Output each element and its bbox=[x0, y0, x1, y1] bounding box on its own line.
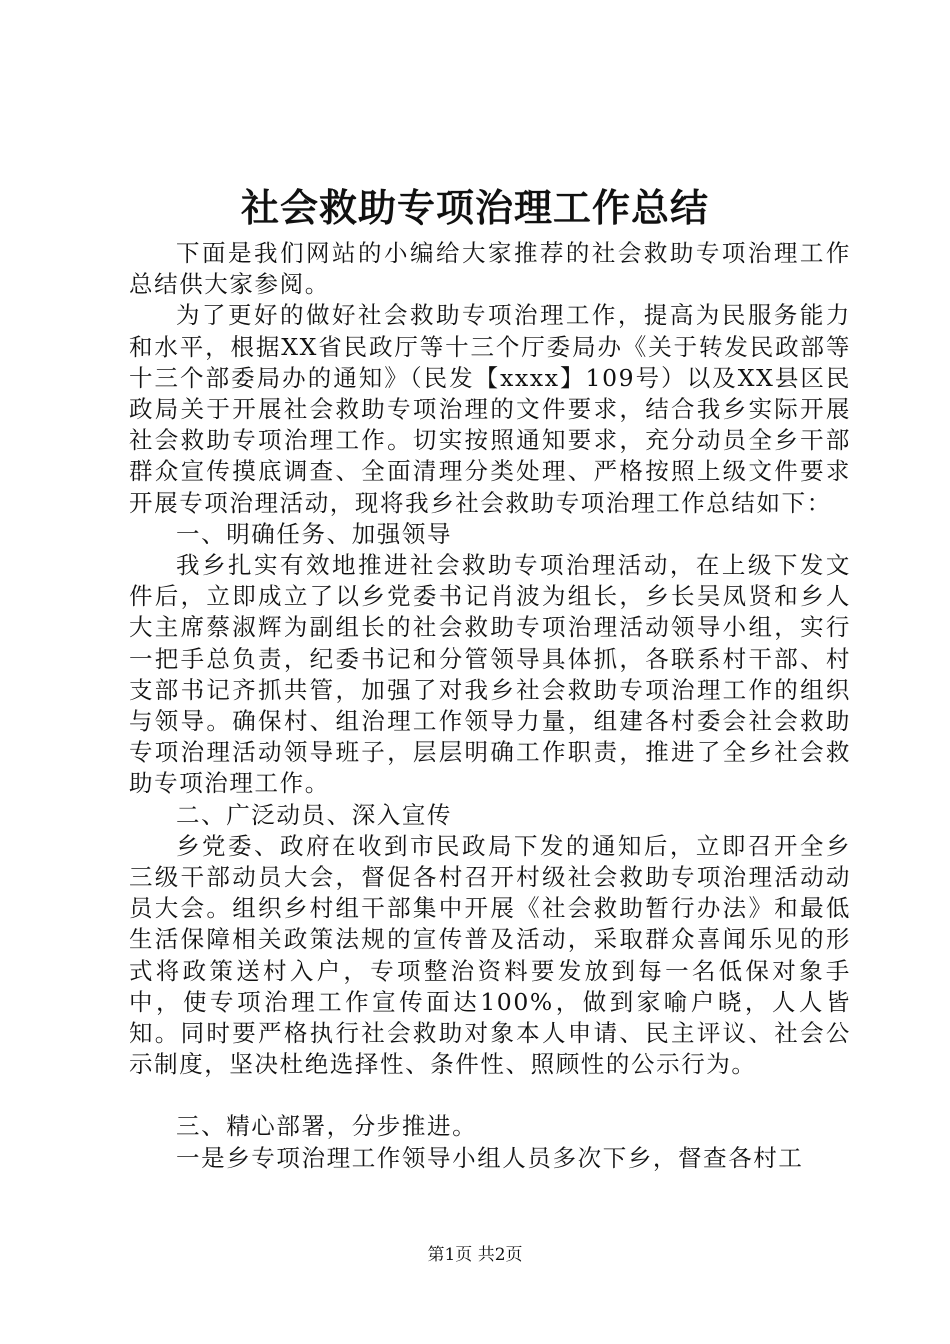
background-paragraph: 为了更好的做好社会救助专项治理工作，提高为民服务能力和水平，根据XX省民政厅等十三个厅委局办《关于转发民政部等十三个部委局办的通知》（民发【xxxx】109号）以及XX县区民政局关于开展社会救助专项治理的文件要求，结合我乡实际开展社会救助专项治理工作。切实按照通知要求，充分动员全乡干部群众宣传摸底调查、全面清理分类处理、严格按照上级文件要求开展专项治理活动，现将我乡社会救助专项治理工作总结如下： bbox=[129, 301, 851, 517]
section-heading-3: 三、精心部署，分步推进。 bbox=[176, 1112, 478, 1141]
page-footer: 第1页 共2页 bbox=[427, 1245, 523, 1265]
document-title: 社会救助专项治理工作总结 bbox=[240, 185, 709, 230]
document-body bbox=[129, 238, 851, 1174]
section-1-paragraph: 我乡扎实有效地推进社会救助专项治理活动，在上级下发文件后，立即成立了以乡党委书记肖波为组长，乡长吴凤贤和乡人大主席蔡淑辉为副组长的社会救助专项治理活动领导小组，实行一把手总负责，纪委书记和分管领导具体抓，各联系村干部、村支部书记齐抓共管，加强了对我乡社会救助专项治理工作的组织与领导。确保村、组治理工作领导力量，组建各村委会社会救助专项治理活动领导班子，层层明确工作职责，推进了全乡社会救助专项治理工作。 bbox=[129, 551, 851, 798]
section-heading-1: 一、明确任务、加强领导 bbox=[176, 519, 453, 548]
section-3-paragraph: 一是乡专项治理工作领导小组人员多次下乡，督查各村工 bbox=[176, 1143, 804, 1172]
intro-paragraph: 下面是我们网站的小编给大家推荐的社会救助专项治理工作总结供大家参阅。 bbox=[129, 239, 851, 299]
section-2-paragraph: 乡党委、政府在收到市民政局下发的通知后，立即召开全乡三级干部动员大会，督促各村召开村级社会救助专项治理活动动员大会。组织乡村组干部集中开展《社会救助暂行办法》和最低生活保障相关政策法规的宣传普及活动，采取群众喜闻乐见的形式将政策送村入户，专项整治资料要发放到每一名低保对象手中，使专项治理工作宣传面达100%，做到家喻户晓，人人皆知。同时要严格执行社会救助对象本人申请、民主评议、社会公示制度，坚决杜绝选择性、条件性、照顾性的公示行为。 bbox=[129, 831, 851, 1079]
section-heading-2: 二、广泛动员、深入宣传 bbox=[176, 800, 453, 829]
